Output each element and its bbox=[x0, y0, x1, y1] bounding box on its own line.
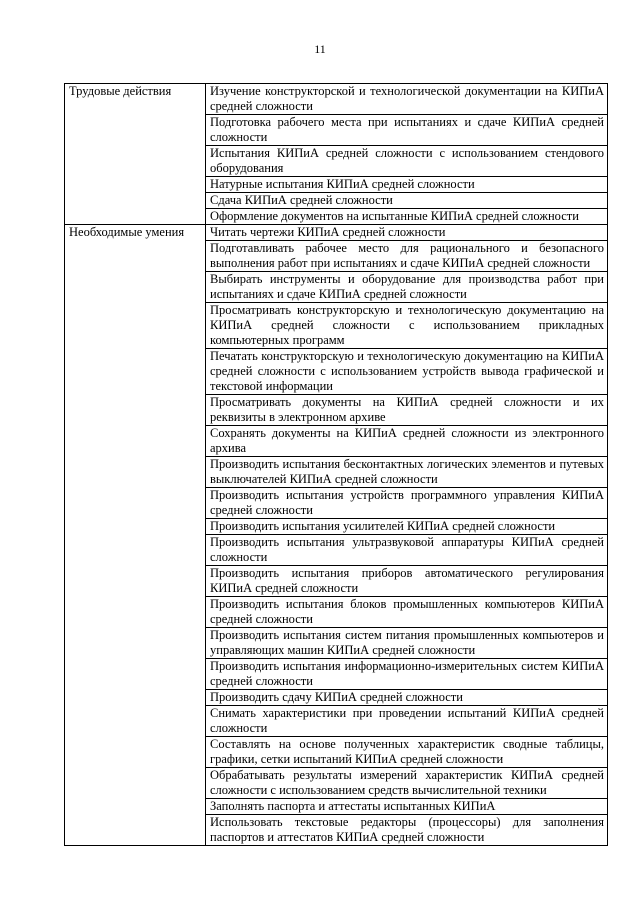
section-label: Необходимые умения bbox=[65, 225, 206, 846]
requirement-item: Изучение конструкторской и технологической документации на КИПиА средней сложности bbox=[206, 84, 608, 115]
requirement-item: Производить испытания устройств программного управления КИПиА средней сложности bbox=[206, 488, 608, 519]
section-label: Трудовые действия bbox=[65, 84, 206, 225]
requirement-item: Натурные испытания КИПиА средней сложности bbox=[206, 177, 608, 193]
requirement-item: Выбирать инструменты и оборудование для производства работ при испытаниях и сдаче КИПиА средней сложности bbox=[206, 272, 608, 303]
requirement-item: Подготавливать рабочее место для рационального и безопасного выполнения работ при испытаниях и сдаче КИПиА средней сложности bbox=[206, 241, 608, 272]
requirement-item: Обрабатывать результаты измерений характеристик КИПиА средней сложности с использованием средств вычислительной техники bbox=[206, 768, 608, 799]
table-body bbox=[65, 84, 608, 846]
requirement-item: Сохранять документы на КИПиА средней сложности из электронного архива bbox=[206, 426, 608, 457]
requirement-item: Производить сдачу КИПиА средней сложности bbox=[206, 690, 608, 706]
requirement-item: Читать чертежи КИПиА средней сложности bbox=[206, 225, 608, 241]
requirement-item: Оформление документов на испытанные КИПиА средней сложности bbox=[206, 209, 608, 225]
requirement-item: Производить испытания бесконтактных логических элементов и путевых выключателей КИПиА средней сложности bbox=[206, 457, 608, 488]
requirement-item: Производить испытания ультразвуковой аппаратуры КИПиА средней сложности bbox=[206, 535, 608, 566]
requirement-item: Просматривать конструкторскую и технологическую документацию на КИПиА средней сложности с использованием прикладных компьютерных программ bbox=[206, 303, 608, 349]
requirement-item: Производить испытания усилителей КИПиА средней сложности bbox=[206, 519, 608, 535]
requirement-item: Производить испытания приборов автоматического регулирования КИПиА средней сложности bbox=[206, 566, 608, 597]
requirement-item: Производить испытания информационно-измерительных систем КИПиА средней сложности bbox=[206, 659, 608, 690]
requirement-item: Снимать характеристики при проведении испытаний КИПиА средней сложности bbox=[206, 706, 608, 737]
requirement-item: Заполнять паспорта и аттестаты испытанных КИПиА bbox=[206, 799, 608, 815]
requirement-item: Производить испытания блоков промышленных компьютеров КИПиА средней сложности bbox=[206, 597, 608, 628]
requirement-item: Печатать конструкторскую и технологическую документацию на КИПиА средней сложности с использованием устройств вывода графической и текстовой информации bbox=[206, 349, 608, 395]
requirement-item: Испытания КИПиА средней сложности с использованием стендового оборудования bbox=[206, 146, 608, 177]
requirement-item: Использовать текстовые редакторы (процессоры) для заполнения паспортов и аттестатов КИПиА средней сложности bbox=[206, 815, 608, 846]
requirement-item: Производить испытания систем питания промышленных компьютеров и управляющих машин КИПиА средней сложности bbox=[206, 628, 608, 659]
requirement-item: Просматривать документы на КИПиА средней сложности и их реквизиты в электронном архиве bbox=[206, 395, 608, 426]
requirement-item: Подготовка рабочего места при испытаниях и сдаче КИПиА средней сложности bbox=[206, 115, 608, 146]
table-row bbox=[65, 84, 608, 115]
table-row bbox=[65, 225, 608, 241]
requirement-item: Составлять на основе полученных характеристик сводные таблицы, графики, сетки испытаний КИПиА средней сложности bbox=[206, 737, 608, 768]
requirement-item: Сдача КИПиА средней сложности bbox=[206, 193, 608, 209]
page-number: 11 bbox=[314, 42, 326, 56]
requirements-table bbox=[64, 83, 608, 846]
